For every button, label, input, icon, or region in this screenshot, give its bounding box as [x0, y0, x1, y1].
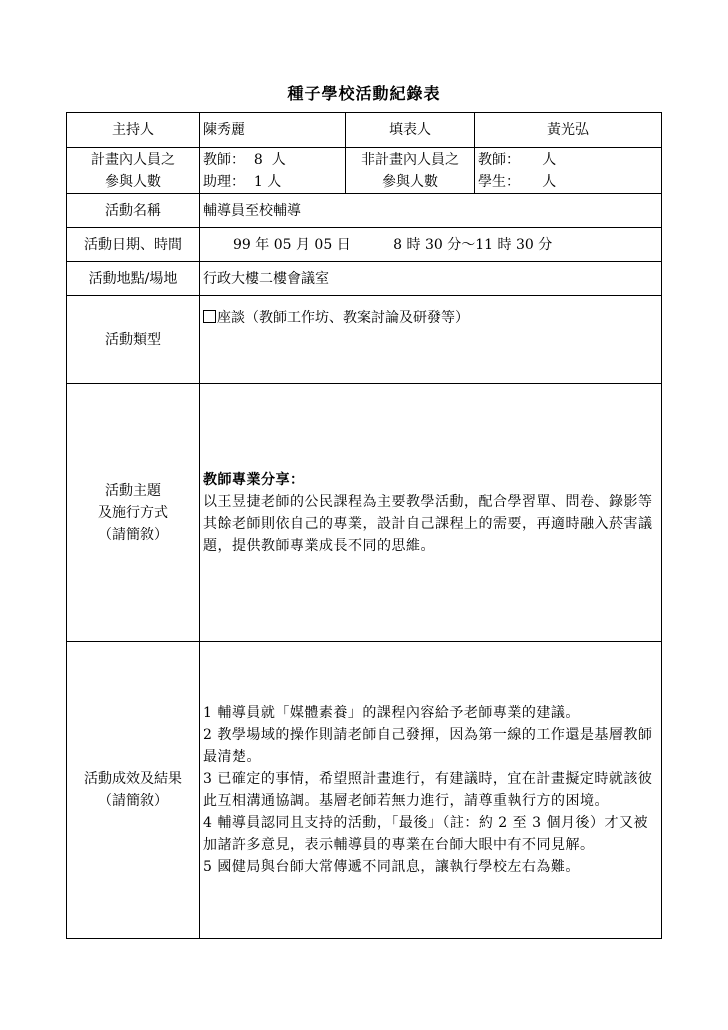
- activity-date: 99 年 05 月 05 日: [233, 236, 351, 253]
- theme-paragraph-1: 以王昱捷老師的公民課程為主要教學活動，配合學習單、問卷、錄影等: [203, 493, 653, 510]
- activity-place-value: 行政大樓二樓會議室: [200, 262, 662, 296]
- filler-value: 黃光弘: [475, 113, 662, 148]
- theme-row: [67, 384, 662, 642]
- activity-type-checkbox[interactable]: [203, 310, 216, 323]
- theme-heading: 教師專業分享：: [203, 471, 305, 488]
- results-item-4: 4 輔導員認同且支持的活動，「最後」（註：約 2 至 3 個月後）才又被加諸許多意見，表示輔導員的專業在台師大眼中有不同見解。: [203, 815, 648, 853]
- theme-label: 活動主題 及施行方式 （請簡敘）: [67, 384, 200, 642]
- planned-participants-value: [200, 148, 346, 194]
- unplanned-participants-label: 非計畫內人員之 參與人數: [346, 148, 475, 194]
- activity-place-row: [67, 262, 662, 296]
- activity-type-label: 活動類型: [67, 296, 200, 384]
- participants-row: [67, 148, 662, 194]
- activity-name-label: 活動名稱: [67, 194, 200, 228]
- unplanned-teacher-count: 教師： 人: [478, 151, 557, 168]
- host-value: 陳秀麗: [200, 113, 346, 148]
- results-label: 活動成效及結果 （請簡敘）: [67, 642, 200, 939]
- form-title: 種子學校活動紀錄表: [287, 84, 441, 103]
- host-label: 主持人: [67, 113, 200, 148]
- theme-value: [200, 384, 662, 642]
- filler-label: 填表人: [346, 113, 475, 148]
- activity-type-value: [200, 296, 662, 384]
- activity-place-label: 活動地點/場地: [67, 262, 200, 296]
- planned-assistant-count: 助理： 1 人: [203, 173, 282, 190]
- activity-datetime-label: 活動日期、時間: [67, 228, 200, 262]
- activity-record-table: [66, 112, 662, 939]
- results-item-5: 5 國健局與台師大常傳遞不同訊息，讓執行學校左右為難。: [203, 859, 580, 875]
- unplanned-student-count: 學生： 人: [478, 173, 557, 190]
- planned-teacher-count: 教師： 8 人: [203, 151, 286, 168]
- activity-datetime-row: [67, 228, 662, 262]
- results-item-3: 3 已確定的事情，希望照計畫進行，有建議時，宜在計畫擬定時就該彼此互相溝通協調。基層老師若無力進行，請尊重執行方的困境。: [203, 771, 653, 809]
- activity-datetime-value: [200, 228, 662, 262]
- activity-name-row: [67, 194, 662, 228]
- activity-type-option: 座談（教師工作坊、教案討論及研發等）: [217, 310, 469, 326]
- theme-paragraph-2: 其餘老師則依自己的專業，設計自己課程上的需要，再適時融入菸害議題，提供教師專業成長不同的思維。: [203, 515, 653, 554]
- results-item-1: 1 輔導員就「媒體素養」的課程內容給予老師專業的建議。: [203, 705, 580, 721]
- activity-name-value: 輔導員至校輔導: [200, 194, 662, 228]
- planned-participants-label: 計畫內人員之 參與人數: [67, 148, 200, 194]
- host-row: [67, 113, 662, 148]
- results-item-2: 2 教學場域的操作則請老師自己發揮，因為第一線的工作還是基層教師最清楚。: [203, 727, 653, 765]
- results-value: [200, 642, 662, 939]
- activity-time: 8 時 30 分～11 時 30 分: [393, 236, 553, 253]
- unplanned-participants-value: [475, 148, 662, 194]
- activity-type-row: [67, 296, 662, 384]
- results-row: [67, 642, 662, 939]
